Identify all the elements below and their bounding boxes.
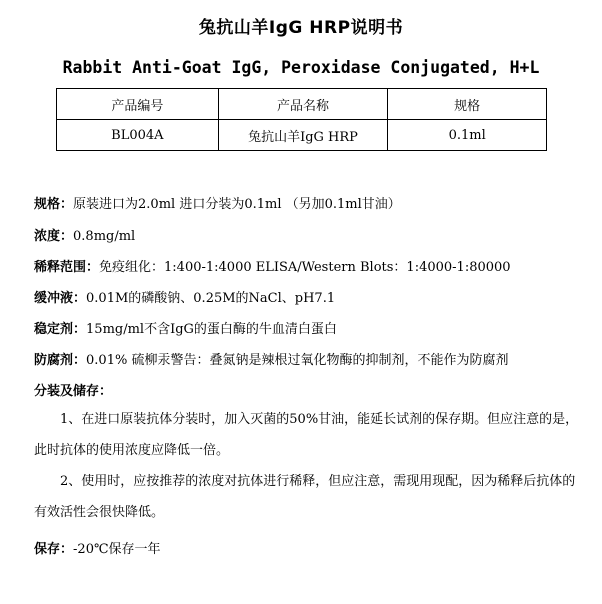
document-title: 兔抗山羊IgG HRP说明书: [198, 18, 404, 38]
spec-label: 稀释范围: [34, 260, 87, 275]
spec-baocun: [34, 538, 161, 557]
spec-label: 规格: [34, 197, 61, 212]
spec-wending: [34, 318, 337, 337]
spec-fangfu: [34, 349, 508, 368]
table-header-cell: 规格: [388, 89, 547, 120]
colon: ：: [73, 322, 87, 337]
colon: ：: [73, 291, 87, 306]
spec-value: -20℃保存一年: [73, 542, 161, 557]
spec-value: 原装进口为2.0ml 进口分装为0.1ml （另加0.1ml甘油）: [73, 197, 401, 212]
spec-label: 稳定剂: [34, 322, 74, 337]
spec-value: 0.8mg/ml: [73, 229, 136, 244]
spec-label: 浓度: [34, 229, 61, 244]
table-header-row: [57, 89, 547, 120]
spec-value: 免疫组化：1:400-1:4000 ELISA/Western Blots：1:4000-1:80000: [99, 260, 511, 275]
colon: ：: [73, 353, 87, 368]
spec-value: 0.01% 硫柳汞警告：叠氮钠是辣根过氧化物酶的抑制剂，不能作为防腐剂: [86, 353, 509, 368]
storage-paragraph-2: 2、使用时，应按推荐的浓度对抗体进行稀释，但应注意，需现用现配，因为稀释后抗体的有效活性会很快降低。: [34, 474, 576, 520]
table-cell: 兔抗山羊IgG HRP: [218, 120, 388, 151]
spec-label: 防腐剂: [34, 353, 74, 368]
storage-paragraph-1: 1、在进口原装抗体分装时，加入灭菌的50%甘油，能延长试剂的保存期。但应注意的是，此时抗体的使用浓度应降低一倍。: [34, 412, 579, 458]
section-heading: 分装及储存：: [34, 384, 113, 399]
spec-xishi: [34, 256, 511, 275]
colon: ：: [86, 260, 100, 275]
table-row: [57, 120, 547, 151]
colon: ：: [60, 542, 74, 557]
spec-huanchong: [34, 287, 335, 306]
table-header-cell: 产品名称: [218, 89, 388, 120]
table-cell: BL004A: [57, 120, 219, 151]
spec-value: 0.01M的磷酸钠、0.25M的NaCl、pH7.1: [86, 291, 336, 306]
spec-value: 15mg/ml不含IgG的蛋白酶的牛血清白蛋白: [86, 322, 337, 337]
table-header-cell: 产品编号: [57, 89, 219, 120]
spec-label: 保存: [34, 542, 61, 557]
product-table: [56, 88, 547, 151]
spec-label: 缓冲液: [34, 291, 74, 306]
colon: ：: [60, 229, 74, 244]
table-cell: 0.1ml: [388, 120, 547, 151]
storage-heading: [34, 380, 112, 399]
spec-guige: [34, 193, 401, 212]
document-subtitle: Rabbit Anti-Goat IgG, Peroxidase Conjugated, H+L: [62, 58, 540, 77]
colon: ：: [60, 197, 74, 212]
spec-nongdu: [34, 225, 135, 244]
